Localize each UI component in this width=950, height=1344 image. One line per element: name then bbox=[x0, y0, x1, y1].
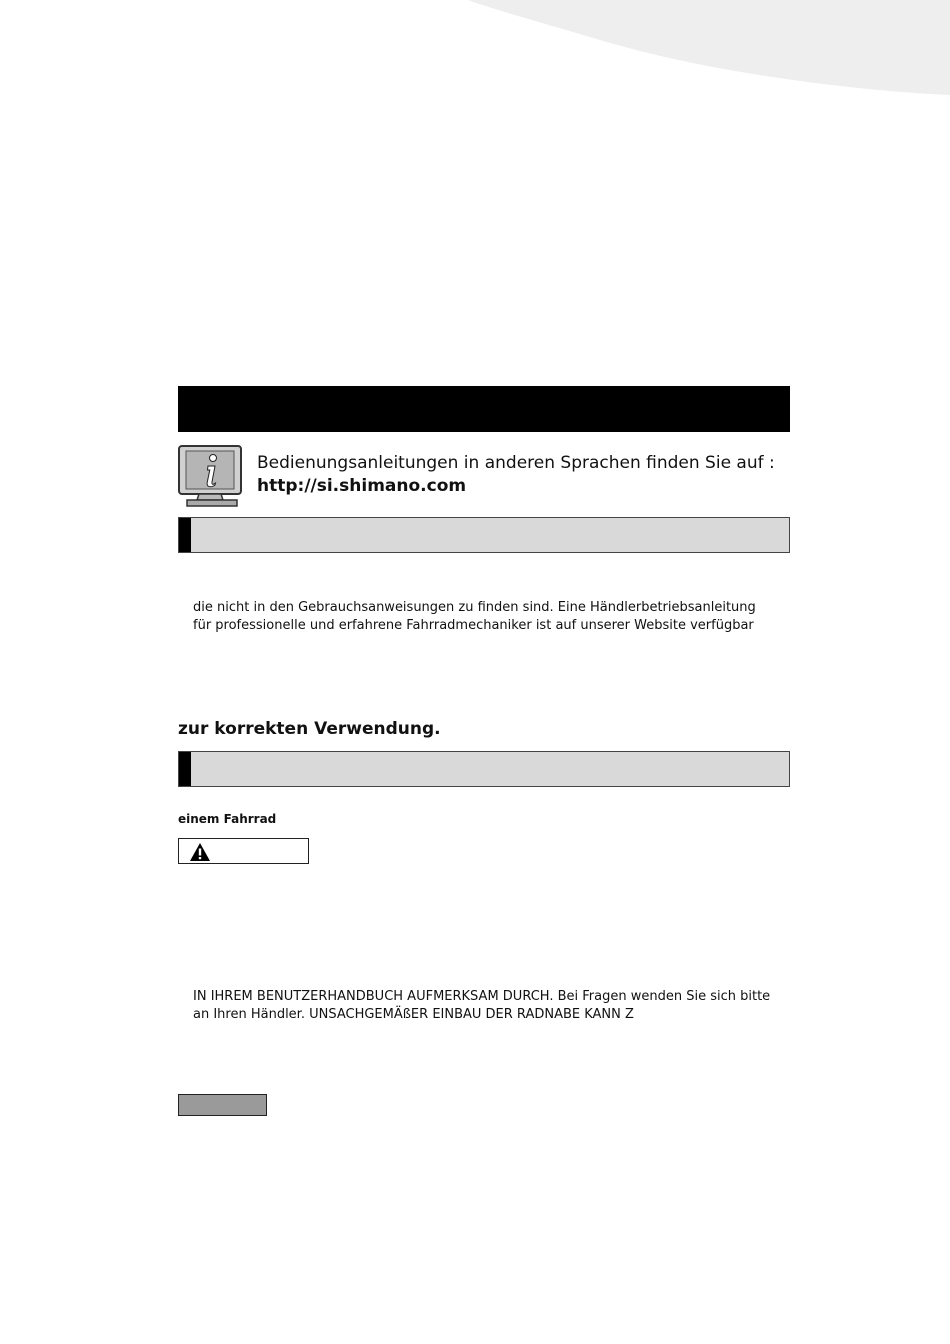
installation-warning-paragraph bbox=[193, 988, 793, 1024]
section-header-2 bbox=[178, 751, 790, 787]
warning-triangle-icon bbox=[189, 842, 211, 862]
paragraph-line: die nicht in den Gebrauchsanweisungen zu finden sind. Eine Händlerbetriebsanleitung bbox=[193, 600, 756, 615]
info-text: Bedienungsanleitungen in anderen Sprachen finden Sie auf : bbox=[257, 453, 775, 473]
section-marker bbox=[179, 518, 191, 552]
subheading: einem Fahrrad bbox=[178, 812, 277, 826]
correct-use-heading: zur korrekten Verwendung. bbox=[178, 719, 441, 739]
paragraph-line: an Ihren Händler. UNSACHGEMÄßER EINBAU DER RADNABE KANN Z bbox=[193, 1007, 634, 1022]
section-marker bbox=[179, 752, 191, 786]
section-header-1 bbox=[178, 517, 790, 553]
note-label-box bbox=[178, 1094, 267, 1116]
dealer-manual-paragraph bbox=[193, 599, 793, 635]
info-monitor-icon bbox=[177, 444, 243, 508]
warning-label-box bbox=[178, 838, 309, 864]
info-block bbox=[257, 452, 797, 498]
paragraph-line: IN IHREM BENUTZERHANDBUCH AUFMERKSAM DURCH. Bei Fragen wenden Sie sich bitte bbox=[193, 989, 771, 1004]
manual-url-link[interactable]: http://si.shimano.com bbox=[257, 476, 467, 496]
title-bar bbox=[178, 386, 790, 432]
paragraph-line: für professionelle und erfahrene Fahrradmechaniker ist auf unserer Website verfügbar bbox=[193, 618, 754, 633]
